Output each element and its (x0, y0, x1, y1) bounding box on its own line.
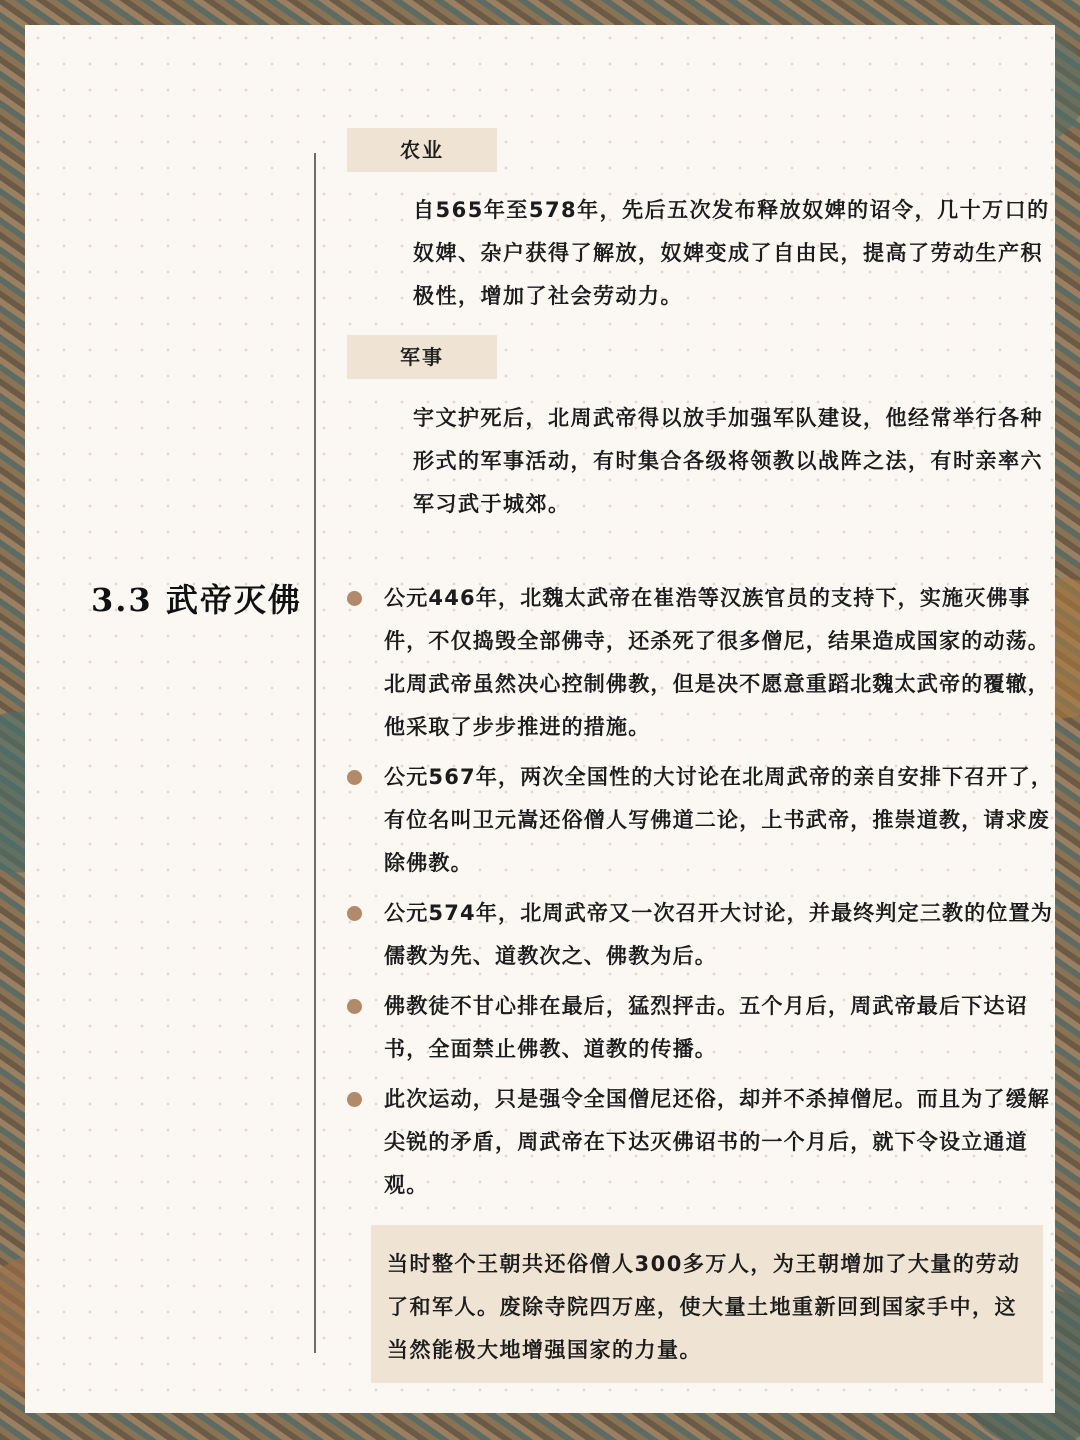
bullet-text: 此次运动，只是强令全国僧尼还俗，却并不杀掉僧尼。而且为了缓解尖锐的矛盾，周武帝在下达灭佛诏书的一个月后，就下令设立通道观。 (384, 1087, 1050, 1197)
bullet-dot-icon (347, 999, 362, 1014)
bullet-text: 佛教徒不甘心排在最后，猛烈抨击。五个月后，周武帝最后下达诏书，全面禁止佛教、道教的传播。 (384, 994, 1028, 1061)
bullet-text: 公元567年，两次全国性的大讨论在北周武帝的亲自安排下召开了，有位名叫卫元嵩还俗僧人写佛道二论，上书武帝，推崇道教，请求废除佛教。 (384, 765, 1054, 875)
bullet-text: 公元574年，北周武帝又一次召开大讨论，并最终判定三教的位置为儒教为先、道教次之、佛教为后。 (384, 901, 1054, 968)
page-paper (25, 25, 1055, 1413)
list-item (347, 1078, 1057, 1207)
list-item (347, 985, 1057, 1071)
bullet-dot-icon (347, 591, 362, 606)
military-paragraph: 宇文护死后，北周武帝得以放手加强军队建设，他经常举行各种形式的军事活动，有时集合各级将领教以战阵之法，有时亲率六军习武于城郊。 (413, 406, 1043, 516)
bullet-dot-icon (347, 1092, 362, 1107)
bullet-text: 公元446年，北魏太武帝在崔浩等汉族官员的支持下，实施灭佛事件，不仅捣毁全部佛寺，还杀死了很多僧尼，结果造成国家的动荡。北周武帝虽然决心控制佛教，但是决不愿意重蹈北魏太武帝的覆辙，他采取了步步推进的措施。 (384, 586, 1050, 739)
bullet-dot-icon (347, 906, 362, 921)
summary-box: 当时整个王朝共还俗僧人300多万人，为王朝增加了大量的劳动了和军人。废除寺院四万座，使大量土地重新回到国家手中，这当然能极大地增强国家的力量。 (371, 1225, 1043, 1383)
bullet-list (347, 577, 1057, 1214)
section-title: 3.3 武帝灭佛 (91, 581, 302, 619)
military-tag: 军事 (347, 335, 497, 379)
agriculture-tag: 农业 (347, 128, 497, 172)
list-item (347, 577, 1057, 749)
agriculture-paragraph: 自565年至578年，先后五次发布释放奴婢的诏令，几十万口的奴婢、杂户获得了解放，奴婢变成了自由民，提高了劳动生产积极性，增加了社会劳动力。 (413, 198, 1050, 308)
list-item (347, 892, 1057, 978)
list-item (347, 756, 1057, 885)
bullet-dot-icon (347, 770, 362, 785)
vertical-divider (314, 153, 316, 1353)
